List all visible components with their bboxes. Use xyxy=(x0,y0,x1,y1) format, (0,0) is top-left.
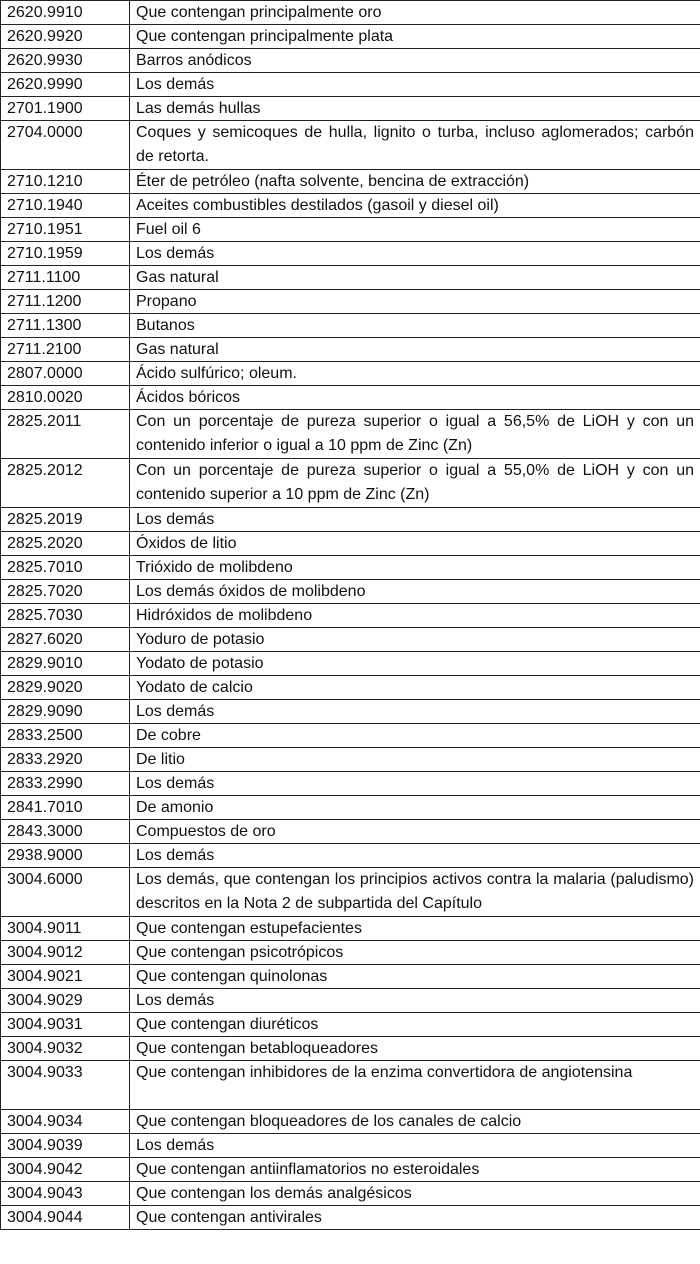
table-row xyxy=(1,989,700,1013)
table-row xyxy=(1,676,700,700)
table-row xyxy=(1,772,700,796)
tariff-description: Los demás xyxy=(130,700,700,724)
table-row xyxy=(1,290,700,314)
tariff-description: Que contengan antiinflamatorios no esteroidales xyxy=(130,1158,700,1182)
tariff-code: 2827.6020 xyxy=(1,628,130,652)
table-row xyxy=(1,386,700,410)
tariff-code: 2829.9020 xyxy=(1,676,130,700)
tariff-description: Los demás xyxy=(130,772,700,796)
tariff-code: 2710.1940 xyxy=(1,194,130,218)
tariff-description: Hidróxidos de molibdeno xyxy=(130,604,700,628)
tariff-code: 2829.9090 xyxy=(1,700,130,724)
tariff-description: Los demás xyxy=(130,844,700,868)
table-row xyxy=(1,121,700,170)
tariff-description: Que contengan principalmente oro xyxy=(130,1,700,25)
tariff-code: 2825.2012 xyxy=(1,459,130,508)
tariff-code: 2825.7020 xyxy=(1,580,130,604)
table-row xyxy=(1,1110,700,1134)
tariff-description: Butanos xyxy=(130,314,700,338)
table-row xyxy=(1,1134,700,1158)
tariff-code: 2841.7010 xyxy=(1,796,130,820)
table-row xyxy=(1,49,700,73)
tariff-description: Con un porcentaje de pureza superior o igual a 56,5% de LiOH y con un contenido inferior o igual a 10 ppm de Zinc (Zn) xyxy=(130,410,700,459)
tariff-code: 2711.2100 xyxy=(1,338,130,362)
tariff-code: 2711.1100 xyxy=(1,266,130,290)
table-row xyxy=(1,556,700,580)
tariff-description: Las demás hullas xyxy=(130,97,700,121)
tariff-code: 2810.0020 xyxy=(1,386,130,410)
tariff-code: 2620.9910 xyxy=(1,1,130,25)
tariff-description: Trióxido de molibdeno xyxy=(130,556,700,580)
table-row xyxy=(1,1013,700,1037)
table-row xyxy=(1,338,700,362)
tariff-description: Yoduro de potasio xyxy=(130,628,700,652)
tariff-description: Que contengan estupefacientes xyxy=(130,917,700,941)
tariff-description: Los demás xyxy=(130,989,700,1013)
tariff-description: Los demás óxidos de molibdeno xyxy=(130,580,700,604)
table-row xyxy=(1,917,700,941)
table-row xyxy=(1,97,700,121)
tariff-code: 3004.9042 xyxy=(1,1158,130,1182)
tariff-description: Aceites combustibles destilados (gasoil y diesel oil) xyxy=(130,194,700,218)
tariff-code: 2620.9990 xyxy=(1,73,130,97)
tariff-description: Que contengan bloqueadores de los canales de calcio xyxy=(130,1110,700,1134)
tariff-code: 2711.1200 xyxy=(1,290,130,314)
table-row xyxy=(1,459,700,508)
tariff-code: 3004.9011 xyxy=(1,917,130,941)
tariff-code: 2825.2011 xyxy=(1,410,130,459)
table-row xyxy=(1,25,700,49)
table-row xyxy=(1,796,700,820)
table-row xyxy=(1,410,700,459)
tariff-code: 3004.9044 xyxy=(1,1206,130,1230)
tariff-description: Gas natural xyxy=(130,338,700,362)
tariff-description: Gas natural xyxy=(130,266,700,290)
table-row xyxy=(1,580,700,604)
tariff-code: 2825.2019 xyxy=(1,508,130,532)
tariff-description: Ácido sulfúrico; oleum. xyxy=(130,362,700,386)
tariff-description: Que contengan principalmente plata xyxy=(130,25,700,49)
tariff-description: Que contengan inhibidores de la enzima convertidora de angiotensina xyxy=(130,1061,700,1110)
table-row xyxy=(1,844,700,868)
tariff-code: 3004.9031 xyxy=(1,1013,130,1037)
tariff-code: 2829.9010 xyxy=(1,652,130,676)
table-row xyxy=(1,362,700,386)
tariff-table-body xyxy=(1,1,700,1230)
table-row xyxy=(1,242,700,266)
tariff-code: 3004.9034 xyxy=(1,1110,130,1134)
tariff-code: 2710.1210 xyxy=(1,170,130,194)
table-row xyxy=(1,1,700,25)
tariff-code: 2711.1300 xyxy=(1,314,130,338)
tariff-description: Que contengan quinolonas xyxy=(130,965,700,989)
tariff-code: 2620.9920 xyxy=(1,25,130,49)
tariff-description: Éter de petróleo (nafta solvente, bencina de extracción) xyxy=(130,170,700,194)
table-row xyxy=(1,748,700,772)
table-row xyxy=(1,652,700,676)
tariff-description: Los demás xyxy=(130,242,700,266)
tariff-code: 2701.1900 xyxy=(1,97,130,121)
table-row xyxy=(1,194,700,218)
tariff-code: 2825.2020 xyxy=(1,532,130,556)
tariff-code: 2710.1959 xyxy=(1,242,130,266)
tariff-code: 3004.9043 xyxy=(1,1182,130,1206)
table-row xyxy=(1,965,700,989)
tariff-description: Que contengan antivirales xyxy=(130,1206,700,1230)
tariff-description: Que contengan los demás analgésicos xyxy=(130,1182,700,1206)
table-row xyxy=(1,218,700,242)
tariff-description: De litio xyxy=(130,748,700,772)
tariff-code: 2710.1951 xyxy=(1,218,130,242)
tariff-code: 3004.9029 xyxy=(1,989,130,1013)
tariff-code: 3004.9039 xyxy=(1,1134,130,1158)
tariff-code: 3004.6000 xyxy=(1,868,130,917)
table-row xyxy=(1,266,700,290)
table-row xyxy=(1,868,700,917)
table-row xyxy=(1,1206,700,1230)
tariff-code: 2620.9930 xyxy=(1,49,130,73)
tariff-description: Ácidos bóricos xyxy=(130,386,700,410)
tariff-description: Que contengan psicotrópicos xyxy=(130,941,700,965)
table-row xyxy=(1,724,700,748)
table-row xyxy=(1,314,700,338)
tariff-code: 3004.9012 xyxy=(1,941,130,965)
tariff-code: 2807.0000 xyxy=(1,362,130,386)
table-row xyxy=(1,73,700,97)
tariff-description: Compuestos de oro xyxy=(130,820,700,844)
tariff-code: 2833.2920 xyxy=(1,748,130,772)
tariff-description: Los demás, que contengan los principios activos contra la malaria (paludismo) descritos en la Nota 2 de subpartida del Capítulo xyxy=(130,868,700,917)
tariff-description: Que contengan diuréticos xyxy=(130,1013,700,1037)
tariff-code: 2704.0000 xyxy=(1,121,130,170)
table-row xyxy=(1,1037,700,1061)
tariff-description: Los demás xyxy=(130,508,700,532)
tariff-description: Los demás xyxy=(130,73,700,97)
tariff-description: Propano xyxy=(130,290,700,314)
tariff-description: Fuel oil 6 xyxy=(130,218,700,242)
tariff-code: 3004.9032 xyxy=(1,1037,130,1061)
table-row xyxy=(1,941,700,965)
tariff-description: Yodato de potasio xyxy=(130,652,700,676)
tariff-description: Que contengan betabloqueadores xyxy=(130,1037,700,1061)
tariff-code: 2833.2990 xyxy=(1,772,130,796)
table-row xyxy=(1,1182,700,1206)
tariff-description: Yodato de calcio xyxy=(130,676,700,700)
tariff-description: Los demás xyxy=(130,1134,700,1158)
table-row xyxy=(1,170,700,194)
tariff-code: 2843.3000 xyxy=(1,820,130,844)
table-row xyxy=(1,604,700,628)
tariff-description: Óxidos de litio xyxy=(130,532,700,556)
table-row xyxy=(1,508,700,532)
tariff-description: De amonio xyxy=(130,796,700,820)
tariff-description: De cobre xyxy=(130,724,700,748)
tariff-code: 3004.9033 xyxy=(1,1061,130,1110)
tariff-code: 2833.2500 xyxy=(1,724,130,748)
table-row xyxy=(1,532,700,556)
table-row xyxy=(1,1158,700,1182)
table-row xyxy=(1,820,700,844)
table-row xyxy=(1,628,700,652)
tariff-description: Coques y semicoques de hulla, lignito o turba, incluso aglomerados; carbón de retorta. xyxy=(130,121,700,170)
tariff-code: 2825.7030 xyxy=(1,604,130,628)
tariff-code: 2825.7010 xyxy=(1,556,130,580)
tariff-description: Con un porcentaje de pureza superior o igual a 55,0% de LiOH y con un contenido superior a 10 ppm de Zinc (Zn) xyxy=(130,459,700,508)
table-row xyxy=(1,1061,700,1110)
tariff-code: 2938.9000 xyxy=(1,844,130,868)
tariff-code: 3004.9021 xyxy=(1,965,130,989)
table-row xyxy=(1,700,700,724)
tariff-description: Barros anódicos xyxy=(130,49,700,73)
